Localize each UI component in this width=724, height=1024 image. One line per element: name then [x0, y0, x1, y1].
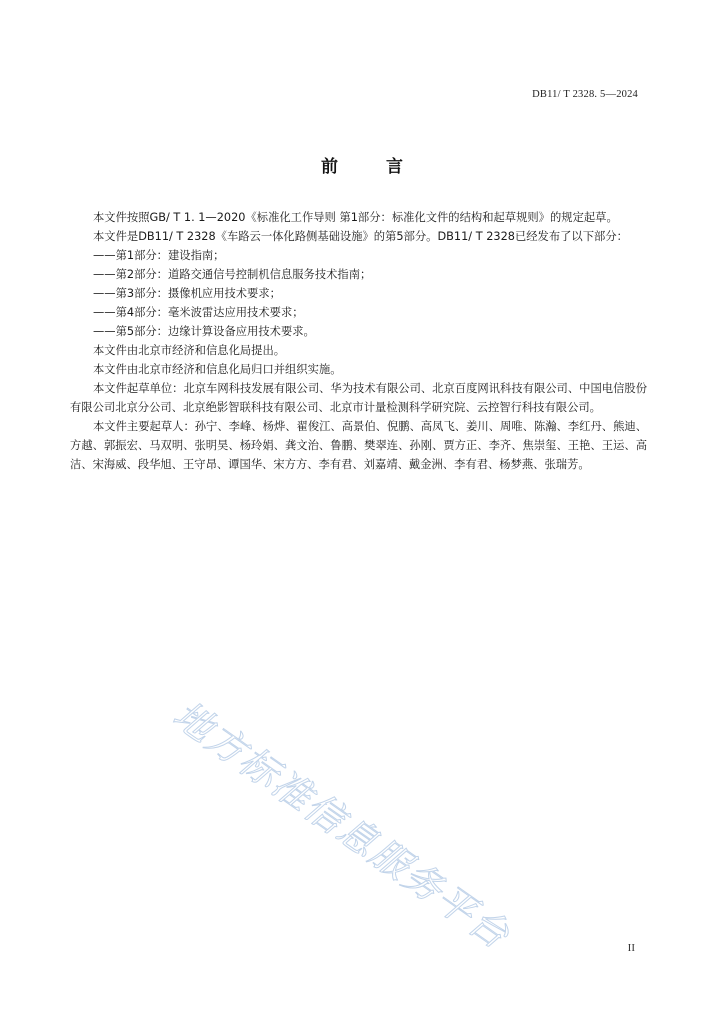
- paragraph-drafting-units: 本文件起草单位：北京车网科技发展有限公司、华为技术有限公司、北京百度网讯科技有限公司、中国电信股份有限公司北京分公司、北京绝影智联科技有限公司、北京市计量检测科学研究院、云控智行科技有限公司。: [70, 382, 647, 414]
- page-title: [0, 152, 724, 177]
- document-code: DB11/ T 2328. 5—2024: [532, 89, 638, 100]
- page-number: II: [627, 942, 635, 954]
- list-item-part-1: ——第1部分：建设指南；: [93, 249, 225, 262]
- paragraph-drafters: 本文件主要起草人：孙宁、李峰、杨烨、翟俊江、高景伯、倪鹏、高凤飞、姜川、周唯、陈瀚、李红丹、熊迪、方越、郭振宏、马双明、张明昊、杨玲娟、龚文治、鲁鹏、樊翠连、孙刚、贾方正、李齐、焦崇玺、王艳、王运、高洁、宋海威、段华旭、王守昂、谭国华、宋方方、李有君、刘嘉靖、戴金洲、李有君、杨梦燕、张瑞芳。: [70, 420, 647, 471]
- list-item-part-5: ——第5部分：边缘计算设备应用技术要求。: [93, 325, 315, 338]
- watermark: 地方标准信息服务平台: [165, 692, 519, 958]
- title-char-2: 言: [386, 157, 403, 177]
- title-char-1: 前: [321, 157, 338, 177]
- document-body: [70, 208, 647, 474]
- paragraph-administered-by: 本文件由北京市经济和信息化局归口并组织实施。: [93, 363, 342, 376]
- list-item-part-4: ——第4部分：毫米波雷达应用技术要求；: [93, 306, 304, 319]
- paragraph-proposed-by: 本文件由北京市经济和信息化局提出。: [93, 344, 286, 357]
- list-item-part-3: ——第3部分：摄像机应用技术要求；: [93, 287, 281, 300]
- paragraph-series-info: 本文件是DB11/ T 2328《车路云一体化路侧基础设施》的第5部分。DB11/ T 2328已经发布了以下部分：: [93, 230, 628, 243]
- paragraph-drafting-rules: 本文件按照GB/ T 1. 1—2020《标准化工作导则 第1部分：标准化文件的结构和起草规则》的规定起草。: [93, 211, 618, 224]
- list-item-part-2: ——第2部分：道路交通信号控制机信息服务技术指南；: [93, 268, 372, 281]
